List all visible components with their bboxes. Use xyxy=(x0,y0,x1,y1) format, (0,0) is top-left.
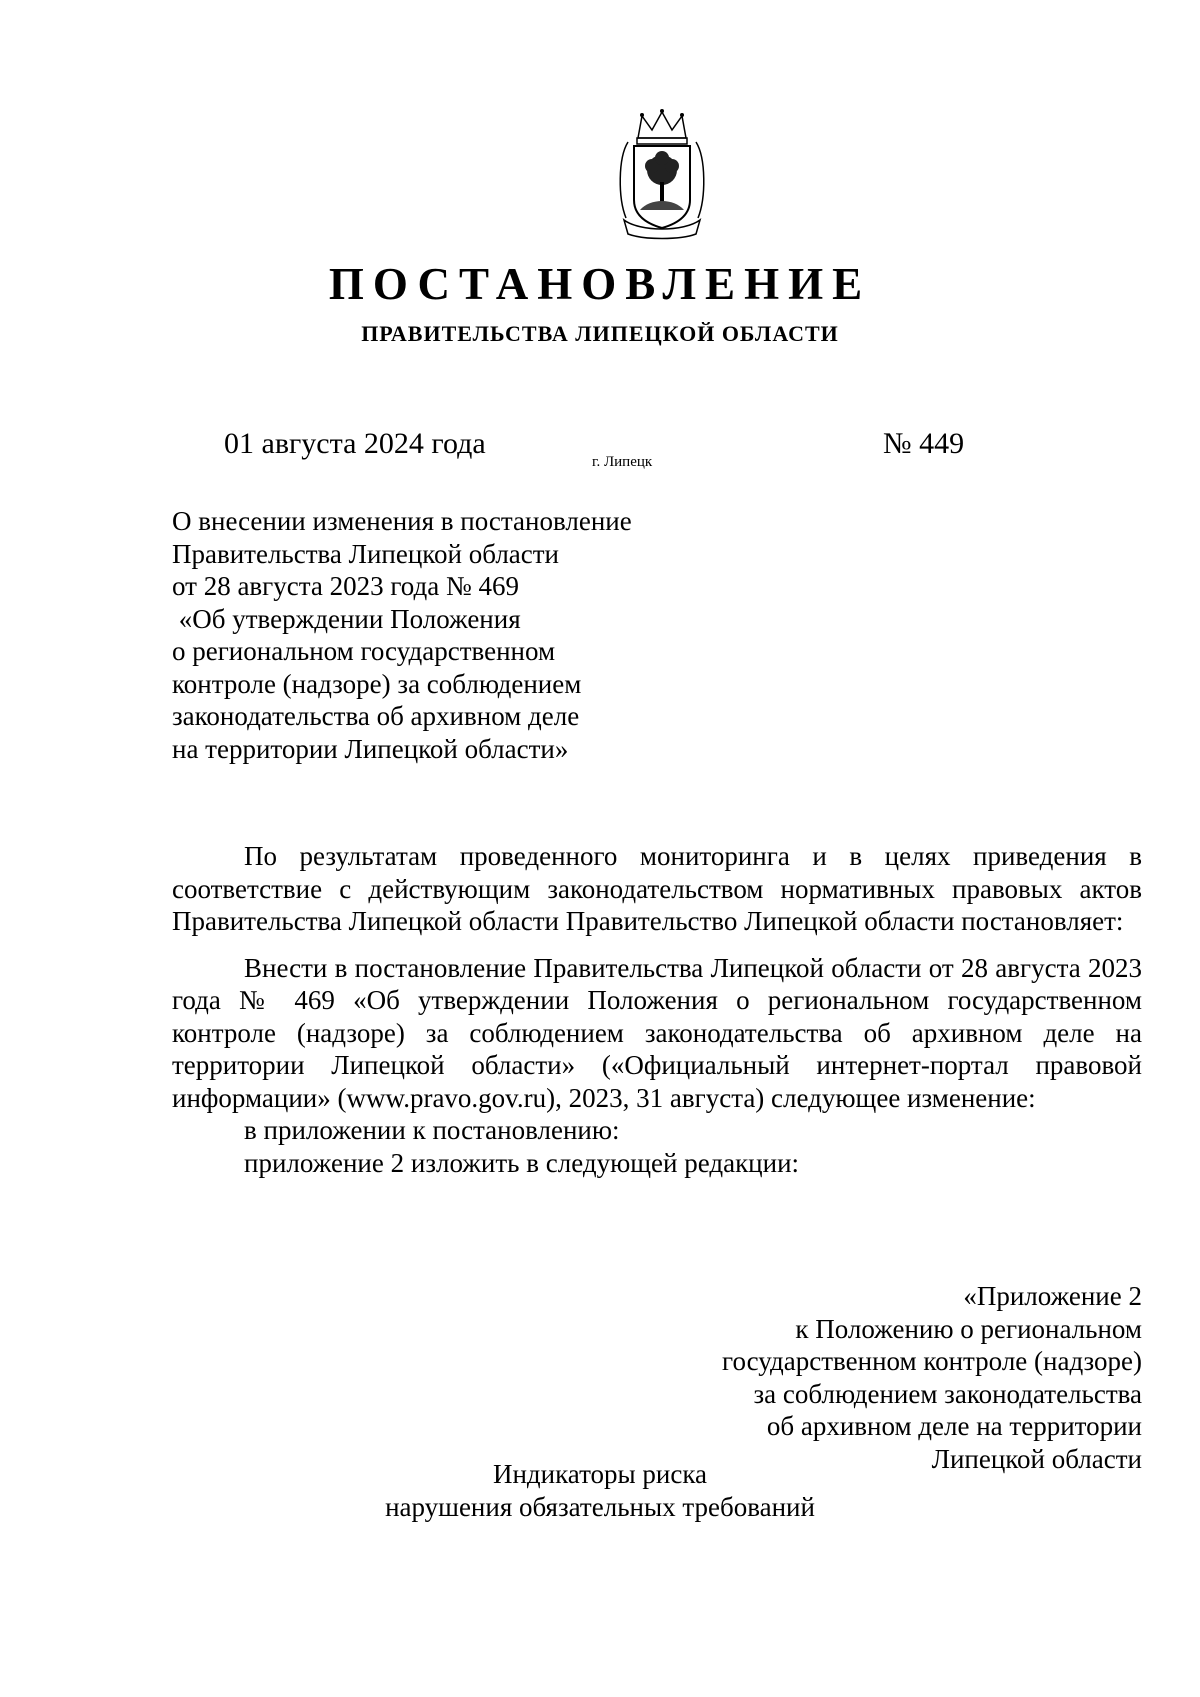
heading-line: законодательства об архивном деле xyxy=(172,701,580,731)
heading-line: от 28 августа 2023 года № 469 xyxy=(172,571,519,601)
appendix-line: государственном контроле (надзоре) xyxy=(722,1346,1142,1376)
document-date: 01 августа 2024 года xyxy=(224,427,486,460)
indicators-line: Индикаторы риска xyxy=(492,1459,708,1489)
issuing-authority: ПРАВИТЕЛЬСТВА ЛИПЕЦКОЙ ОБЛАСТИ xyxy=(361,321,839,346)
indicators-line: нарушения обязательных требований xyxy=(385,1492,815,1522)
coat-of-arms-emblem xyxy=(610,108,714,242)
appendix-line: к Положению о региональном xyxy=(795,1313,1142,1344)
heading-line: контроле (надзоре) за соблюдением xyxy=(172,668,582,699)
appendix-line: Липецкой области xyxy=(931,1443,1142,1474)
heading-line: О внесении изменения в постановление xyxy=(172,506,632,536)
appendix-line: «Приложение 2 xyxy=(963,1281,1142,1311)
document-city: г. Липецк xyxy=(592,454,653,470)
heading-line: «Об утверждении Положения xyxy=(172,603,521,634)
heading-line: Правительства Липецкой области xyxy=(172,538,560,569)
document-title: ПОСТАНОВЛЕНИЕ xyxy=(328,259,872,309)
body-paragraph-amendment: Внести в постановление Правительства Липецкой области от 28 августа 2023 года № 469 «Об утверждении Положения о региональном государственном контроле (надзоре) за соблюдением законодательства об архивном деле на территории Липецкой области» («Официальный интернет-портал правовой информации» (www.pravo.gov.ru), 2023, 31 августа) следующее изменение: xyxy=(172,952,1142,1113)
document-body xyxy=(172,840,1142,1179)
indicators-heading xyxy=(0,1458,1200,1524)
document-number: № 449 xyxy=(883,427,965,460)
heading-line: на территории Липецкой области» xyxy=(172,733,569,764)
body-paragraph-preamble: По результатам проведенного мониторинга и в целях приведения в соответствие с действующим законодательством нормативных правовых актов Правительства Липецкой области Правительство Липецкой области постановляет: xyxy=(172,841,1142,936)
appendix-reference xyxy=(522,1280,1142,1475)
body-line-appendix: в приложении к постановлению: xyxy=(244,1115,620,1145)
appendix-line: за соблюдением законодательства xyxy=(753,1378,1142,1409)
heading-line: о региональном государственном xyxy=(172,636,556,666)
appendix-line: об архивном деле на территории xyxy=(766,1411,1142,1441)
document-heading xyxy=(172,505,732,765)
body-line-edit: приложение 2 изложить в следующей редакции: xyxy=(244,1147,800,1178)
